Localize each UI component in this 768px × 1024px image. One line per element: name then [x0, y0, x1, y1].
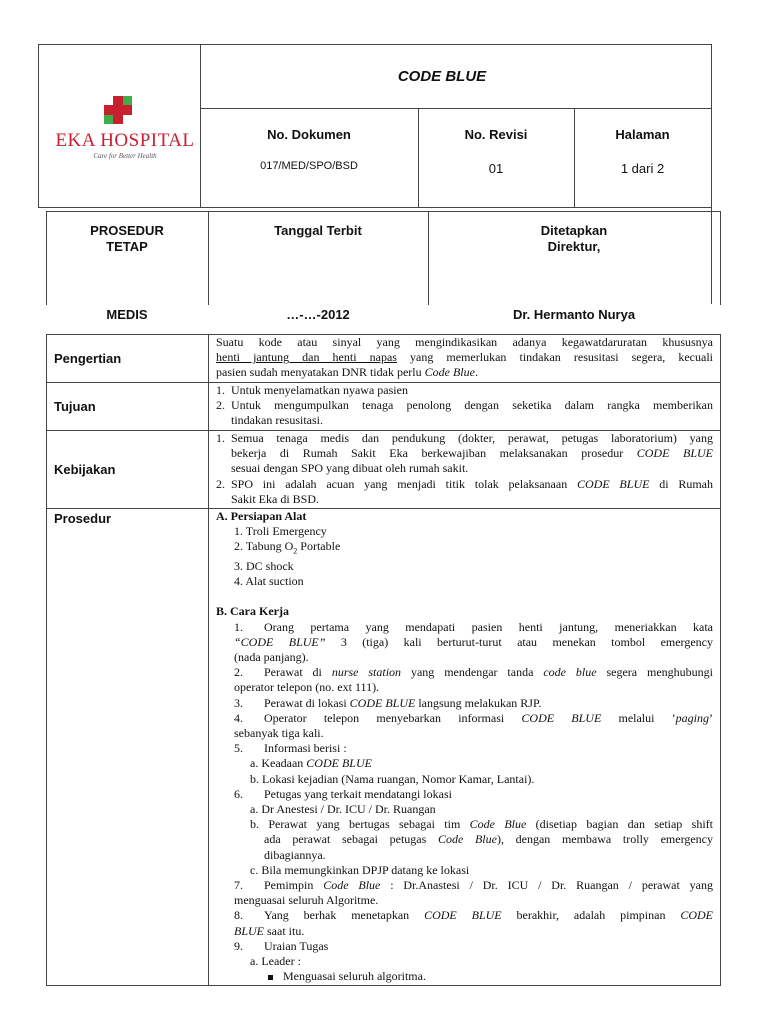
tujuan-label: Tujuan: [54, 399, 96, 414]
kebijakan-label: Kebijakan: [54, 462, 116, 477]
medis-label: MEDIS: [106, 307, 148, 322]
table-bottom: [46, 985, 721, 986]
direktur-name: Dr. Hermanto Nurya: [512, 307, 636, 322]
hospital-logo: [50, 88, 200, 168]
kebijakan-list: 1. Semua tenaga medis dan pendukung (dokter, perawat, petugas laboratorium) yang bekerja di Rumah Sakit Eka berkewajiban melaksanakan prosedur CODE BLUE sesuai dengan SPO yang dibuat oleh rumah sakit. 2. SPO ini adalah acuan yang menjadi titik tolak pelaksanaan CODE BLUE di Rumah Sakit Eka di BSD.: [216, 431, 714, 506]
tujuan-item: 1. Untuk menyelamatkan nyawa pasien: [216, 383, 408, 397]
bullet-icon: [268, 975, 273, 980]
no-dokumen-label: No. Dokumen: [267, 127, 351, 142]
cara-kerja-list: 1. Orang pertama yang mendapati pasien henti jantung, meneriakkan kata “CODE BLUE” 3 (tiga) kali berturut-turut atau menekan tombol emergency (nada panjang). 2. Perawat di nurse station yang mendengar tanda code blue segera menghubungi operator telepon (no. ext 111). 3. Perawat di lokasi CODE BLUE langsung melakukan RJP. 4. Operator telepon menyebarkan informasi CODE BLUE melalui ’paging’ sebanyak tiga kali. 5. Informasi berisi : a. Keadaan CODE BLUE b. Lokasi kejadian (Nama ruangan, Nomor Kamar, Lantai). 6. Petugas yang terkait mendatangi lokasi a. Dr Anestesi / Dr. ICU / Dr. Ruangan b. Perawat yang bertugas sebagai tim Code Blue (disetiap bagian dan setiap shift ada perawat sebagai petugas Code Blue), dengan membawa trolly emergency dibagiannya. c. Bila memungkinkan DPJP datang ke lokasi 7. Pemimpin Code Blue : Dr.Anastesi / Dr. ICU / Dr. Ruangan / perawat yang menguasai seluruh Algoritme. 8. Yang berhak menetapkan CODE BLUE berakhir, adalah pimpinan CODE BLUE saat itu. 9. Uraian Tugas a. Leader : Menguasai seluruh algoritma.: [234, 619, 714, 984]
ditetapkan-label: Ditetapkan: [540, 223, 608, 238]
tanggal-terbit-label: Tanggal Terbit: [274, 223, 362, 238]
halaman-value: 1 dari 2: [620, 161, 665, 176]
block2-right: [720, 211, 721, 305]
direktur-label: Direktur,: [547, 239, 601, 254]
table-left: [46, 334, 47, 986]
pengertian-label: Pengertian: [54, 351, 122, 366]
title-divider: [200, 108, 712, 109]
no-revisi-value: 01: [488, 161, 504, 176]
border-top: [38, 44, 712, 45]
tujuan-item: 2. Untuk mengumpulkan tenaga penolong dengan seketika dalam rangka memberikan: [216, 398, 713, 413]
block2-top: [46, 211, 720, 212]
doc-divider-2: [574, 108, 575, 208]
border-left-header: [38, 44, 39, 208]
prosedur-content: [216, 509, 713, 984]
tujuan-list: 1. Untuk menyelamatkan nyawa pasien 2. Untuk mengumpulkan tenaga penolong dengan seketika dalam rangka memberikan tindakan resusitasi.: [216, 383, 713, 428]
no-dokumen-value: 017/MED/SPO/BSD: [260, 160, 358, 172]
prosedur-tetap-1: PROSEDUR: [90, 223, 164, 238]
logo-divider: [200, 44, 201, 208]
alat-item: 3. DC shock: [234, 559, 294, 573]
no-revisi-label: No. Revisi: [464, 127, 528, 142]
prosedur-tetap-2: TETAP: [106, 239, 148, 254]
alat-item: 2. Tabung $O_2$ Portable: [234, 539, 341, 556]
pengertian-text: Suatu kode atau sinyal yang mengindikasikan adanya kegawatdaruratan khususnya henti jantung dan henti napas yang memerlukan tindakan resusitasi segera, kecuali pasien sudah menyatakan DNR tidak perlu Code Blue.: [216, 335, 713, 380]
border-right-header: [711, 44, 712, 304]
cross-logo-icon: [50, 88, 200, 128]
alat-item: 4. Alat suction: [234, 574, 304, 589]
alat-item: 1. Troli Emergency: [234, 524, 327, 539]
alat-list: [216, 524, 713, 589]
cara-kerja-heading: B. Cara Kerja: [216, 604, 289, 619]
document-title: CODE BLUE: [397, 68, 487, 85]
doc-divider-1: [418, 108, 419, 208]
logo-name: EKA HOSPITAL: [55, 130, 195, 151]
tanggal-terbit-value: …-…-2012: [286, 307, 350, 322]
table-col-divider: [208, 334, 209, 986]
table-right: [720, 334, 721, 986]
persiapan-alat-heading: A. Persiapan Alat: [216, 509, 307, 523]
logo-tagline: Care for Better Health: [93, 152, 157, 160]
header-bottom: [38, 207, 712, 208]
prosedur-label: Prosedur: [54, 511, 112, 526]
halaman-label: Halaman: [615, 127, 670, 142]
